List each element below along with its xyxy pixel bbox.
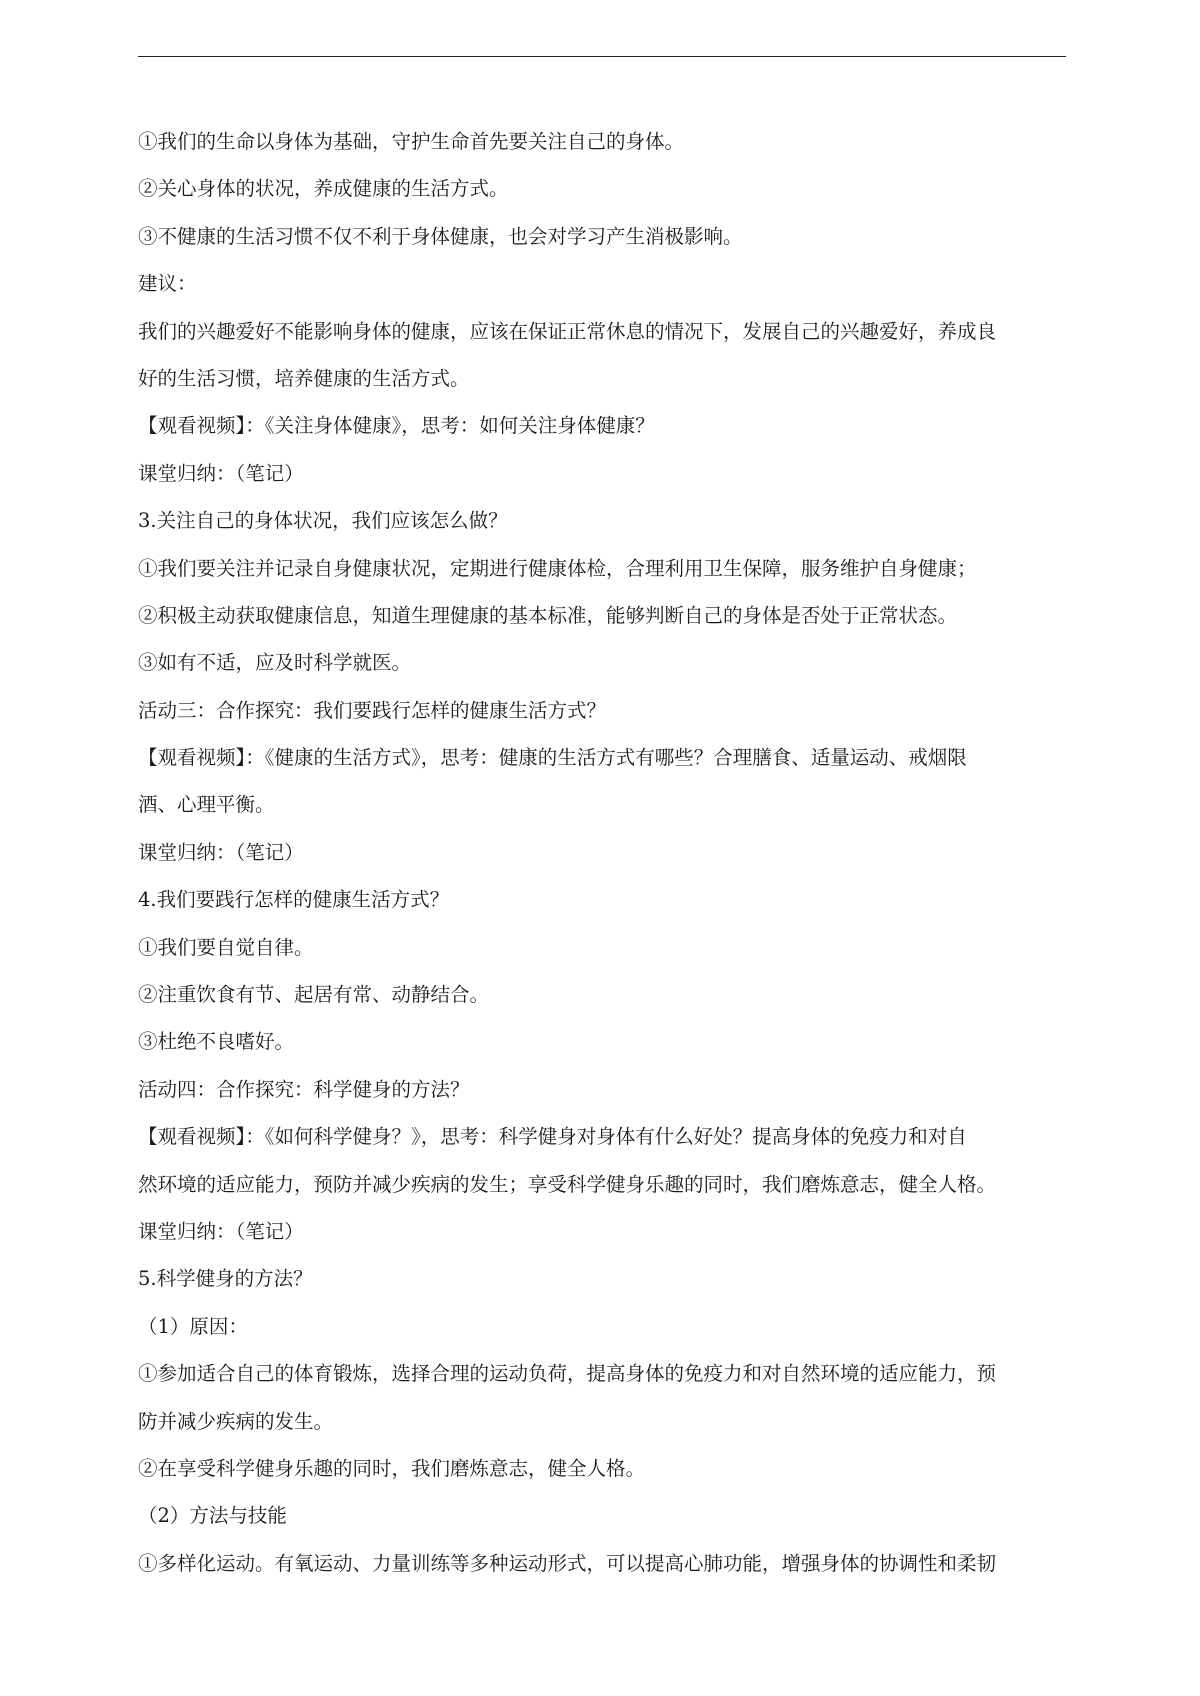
text-line: 活动三：合作探究：我们要践行怎样的健康生活方式？ xyxy=(138,698,607,722)
text-line: 【观看视频】：《关注身体健康》，思考：如何关注身体健康？ xyxy=(138,414,655,438)
text-line: 【观看视频】：《如何科学健身？》，思考：科学健身对身体有什么好处？提高身体的免疫力和对自 xyxy=(138,1125,967,1149)
text-line: ①我们要关注并记录自身健康状况，定期进行健康体检，合理利用卫生保障，服务维护自身健康； xyxy=(138,556,977,580)
text-line: 5.科学健身的方法？ xyxy=(138,1267,313,1291)
text-line: 课堂归纳：（笔记） xyxy=(138,1219,304,1243)
text-line: 课堂归纳：（笔记） xyxy=(138,461,304,485)
text-line: 建议： xyxy=(138,272,197,296)
text-line: 酒、心理平衡。 xyxy=(138,793,275,817)
text-line: ②关心身体的状况，养成健康的生活方式。 xyxy=(138,177,509,201)
text-line: ①多样化运动。有氧运动、力量训练等多种运动形式，可以提高心肺功能，增强身体的协调性和柔韧 xyxy=(138,1551,997,1575)
text-line: ③如有不适，应及时科学就医。 xyxy=(138,651,412,675)
text-line: 然环境的适应能力，预防并减少疾病的发生；享受科学健身乐趣的同时，我们磨炼意志，健全人格。 xyxy=(138,1172,997,1196)
text-line: 4.我们要践行怎样的健康生活方式？ xyxy=(138,888,450,912)
text-line: ②在享受科学健身乐趣的同时，我们磨炼意志，健全人格。 xyxy=(138,1456,646,1480)
header-rule xyxy=(138,56,1066,57)
document-body xyxy=(138,118,1068,1587)
text-line: （2）方法与技能 xyxy=(138,1504,287,1528)
text-line: 好的生活习惯，培养健康的生活方式。 xyxy=(138,366,470,390)
text-line: 防并减少疾病的发生。 xyxy=(138,1409,334,1433)
text-line: ②注重饮食有节、起居有常、动静结合。 xyxy=(138,983,490,1007)
text-line: ①我们要自觉自律。 xyxy=(138,935,314,959)
text-line: 【观看视频】：《健康的生活方式》，思考：健康的生活方式有哪些？合理膳食、适量运动、戒烟限 xyxy=(138,746,967,770)
text-line: ①我们的生命以身体为基础，守护生命首先要关注自己的身体。 xyxy=(138,130,685,153)
text-line: ③不健康的生活习惯不仅不利于身体健康，也会对学习产生消极影响。 xyxy=(138,224,743,248)
text-line: （1）原因： xyxy=(138,1314,248,1338)
text-line: 3.关注自己的身体状况，我们应该怎么做？ xyxy=(138,509,508,533)
text-line: 活动四：合作探究：科学健身的方法？ xyxy=(138,1077,470,1101)
text-line: 课堂归纳：（笔记） xyxy=(138,840,304,864)
text-line: 我们的兴趣爱好不能影响身体的健康，应该在保证正常休息的情况下，发展自己的兴趣爱好，养成良 xyxy=(138,319,997,343)
text-line: ③杜绝不良嗜好。 xyxy=(138,1030,295,1054)
text-line: ②积极主动获取健康信息，知道生理健康的基本标准，能够判断自己的身体是否处于正常状态。 xyxy=(138,603,958,627)
text-line: ①参加适合自己的体育锻炼，选择合理的运动负荷，提高身体的免疫力和对自然环境的适应能力，预 xyxy=(138,1362,997,1386)
